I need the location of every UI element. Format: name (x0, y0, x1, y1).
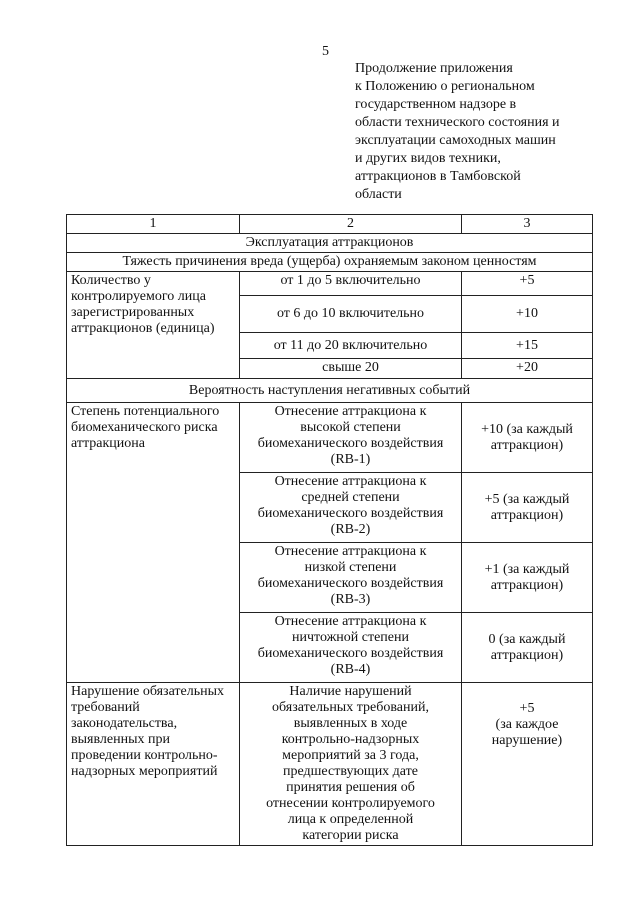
biomechanical-condition: Отнесение аттракциона к средней степени биомеханического воздействия (RB-2) (240, 473, 462, 543)
biomechanical-points: +5 (за каждый аттракцион) (462, 473, 593, 543)
violations-points: +5 (за каждое нарушение) (462, 683, 593, 846)
biomechanical-points: +10 (за каждый аттракцион) (462, 403, 593, 473)
column-number-2: 2 (240, 215, 462, 234)
severity-points: +20 (462, 359, 593, 379)
risk-criteria-table (66, 214, 593, 846)
table-row (67, 403, 593, 473)
probability-heading: Вероятность наступления негативных событий (67, 379, 593, 403)
probability-heading-row (67, 379, 593, 403)
appendix-note: Продолжение приложения к Положению о региональном государственном надзоре в области технического состояния и эксплуатации самоходных машин и других видов техники, аттракционов в Тамбовской области (355, 61, 560, 202)
biomechanical-criteria: Степень потенциального биомеханического риска аттракциона (67, 403, 240, 683)
column-number-row (67, 215, 593, 234)
table-row (67, 683, 593, 846)
severity-heading-row (67, 253, 593, 272)
page-number: 5 (322, 44, 329, 59)
severity-points: +10 (462, 296, 593, 333)
biomechanical-condition: Отнесение аттракциона к ничтожной степени биомеханического воздействия (RB-4) (240, 613, 462, 683)
biomechanical-points: 0 (за каждый аттракцион) (462, 613, 593, 683)
violations-criteria: Нарушение обязательных требований законодательства, выявленных при проведении контрольно- надзорных мероприятий (67, 683, 240, 846)
biomechanical-condition: Отнесение аттракциона к низкой степени биомеханического воздействия (RB-3) (240, 543, 462, 613)
violations-condition: Наличие нарушений обязательных требований, выявленных в ходе контрольно-надзорных мероприятий за 3 года, предшествующих дате принятия решения об отнесении контролируемого лица к определенной категории риска (240, 683, 462, 846)
severity-points: +5 (462, 272, 593, 296)
section-title: Эксплуатация аттракционов (67, 234, 593, 253)
severity-points: +15 (462, 333, 593, 359)
biomechanical-condition: Отнесение аттракциона к высокой степени биомеханического воздействия (RB-1) (240, 403, 462, 473)
table-row (67, 272, 593, 296)
biomechanical-points: +1 (за каждый аттракцион) (462, 543, 593, 613)
severity-heading: Тяжесть причинения вреда (ущерба) охраняемым законом ценностям (67, 253, 593, 272)
column-number-1: 1 (67, 215, 240, 234)
severity-criteria: Количество у контролируемого лица зарегистрированных аттракционов (единица) (67, 272, 240, 379)
severity-condition: свыше 20 (240, 359, 462, 379)
section-row (67, 234, 593, 253)
column-number-3: 3 (462, 215, 593, 234)
severity-condition: от 11 до 20 включительно (240, 333, 462, 359)
severity-condition: от 6 до 10 включительно (240, 296, 462, 333)
severity-condition: от 1 до 5 включительно (240, 272, 462, 296)
